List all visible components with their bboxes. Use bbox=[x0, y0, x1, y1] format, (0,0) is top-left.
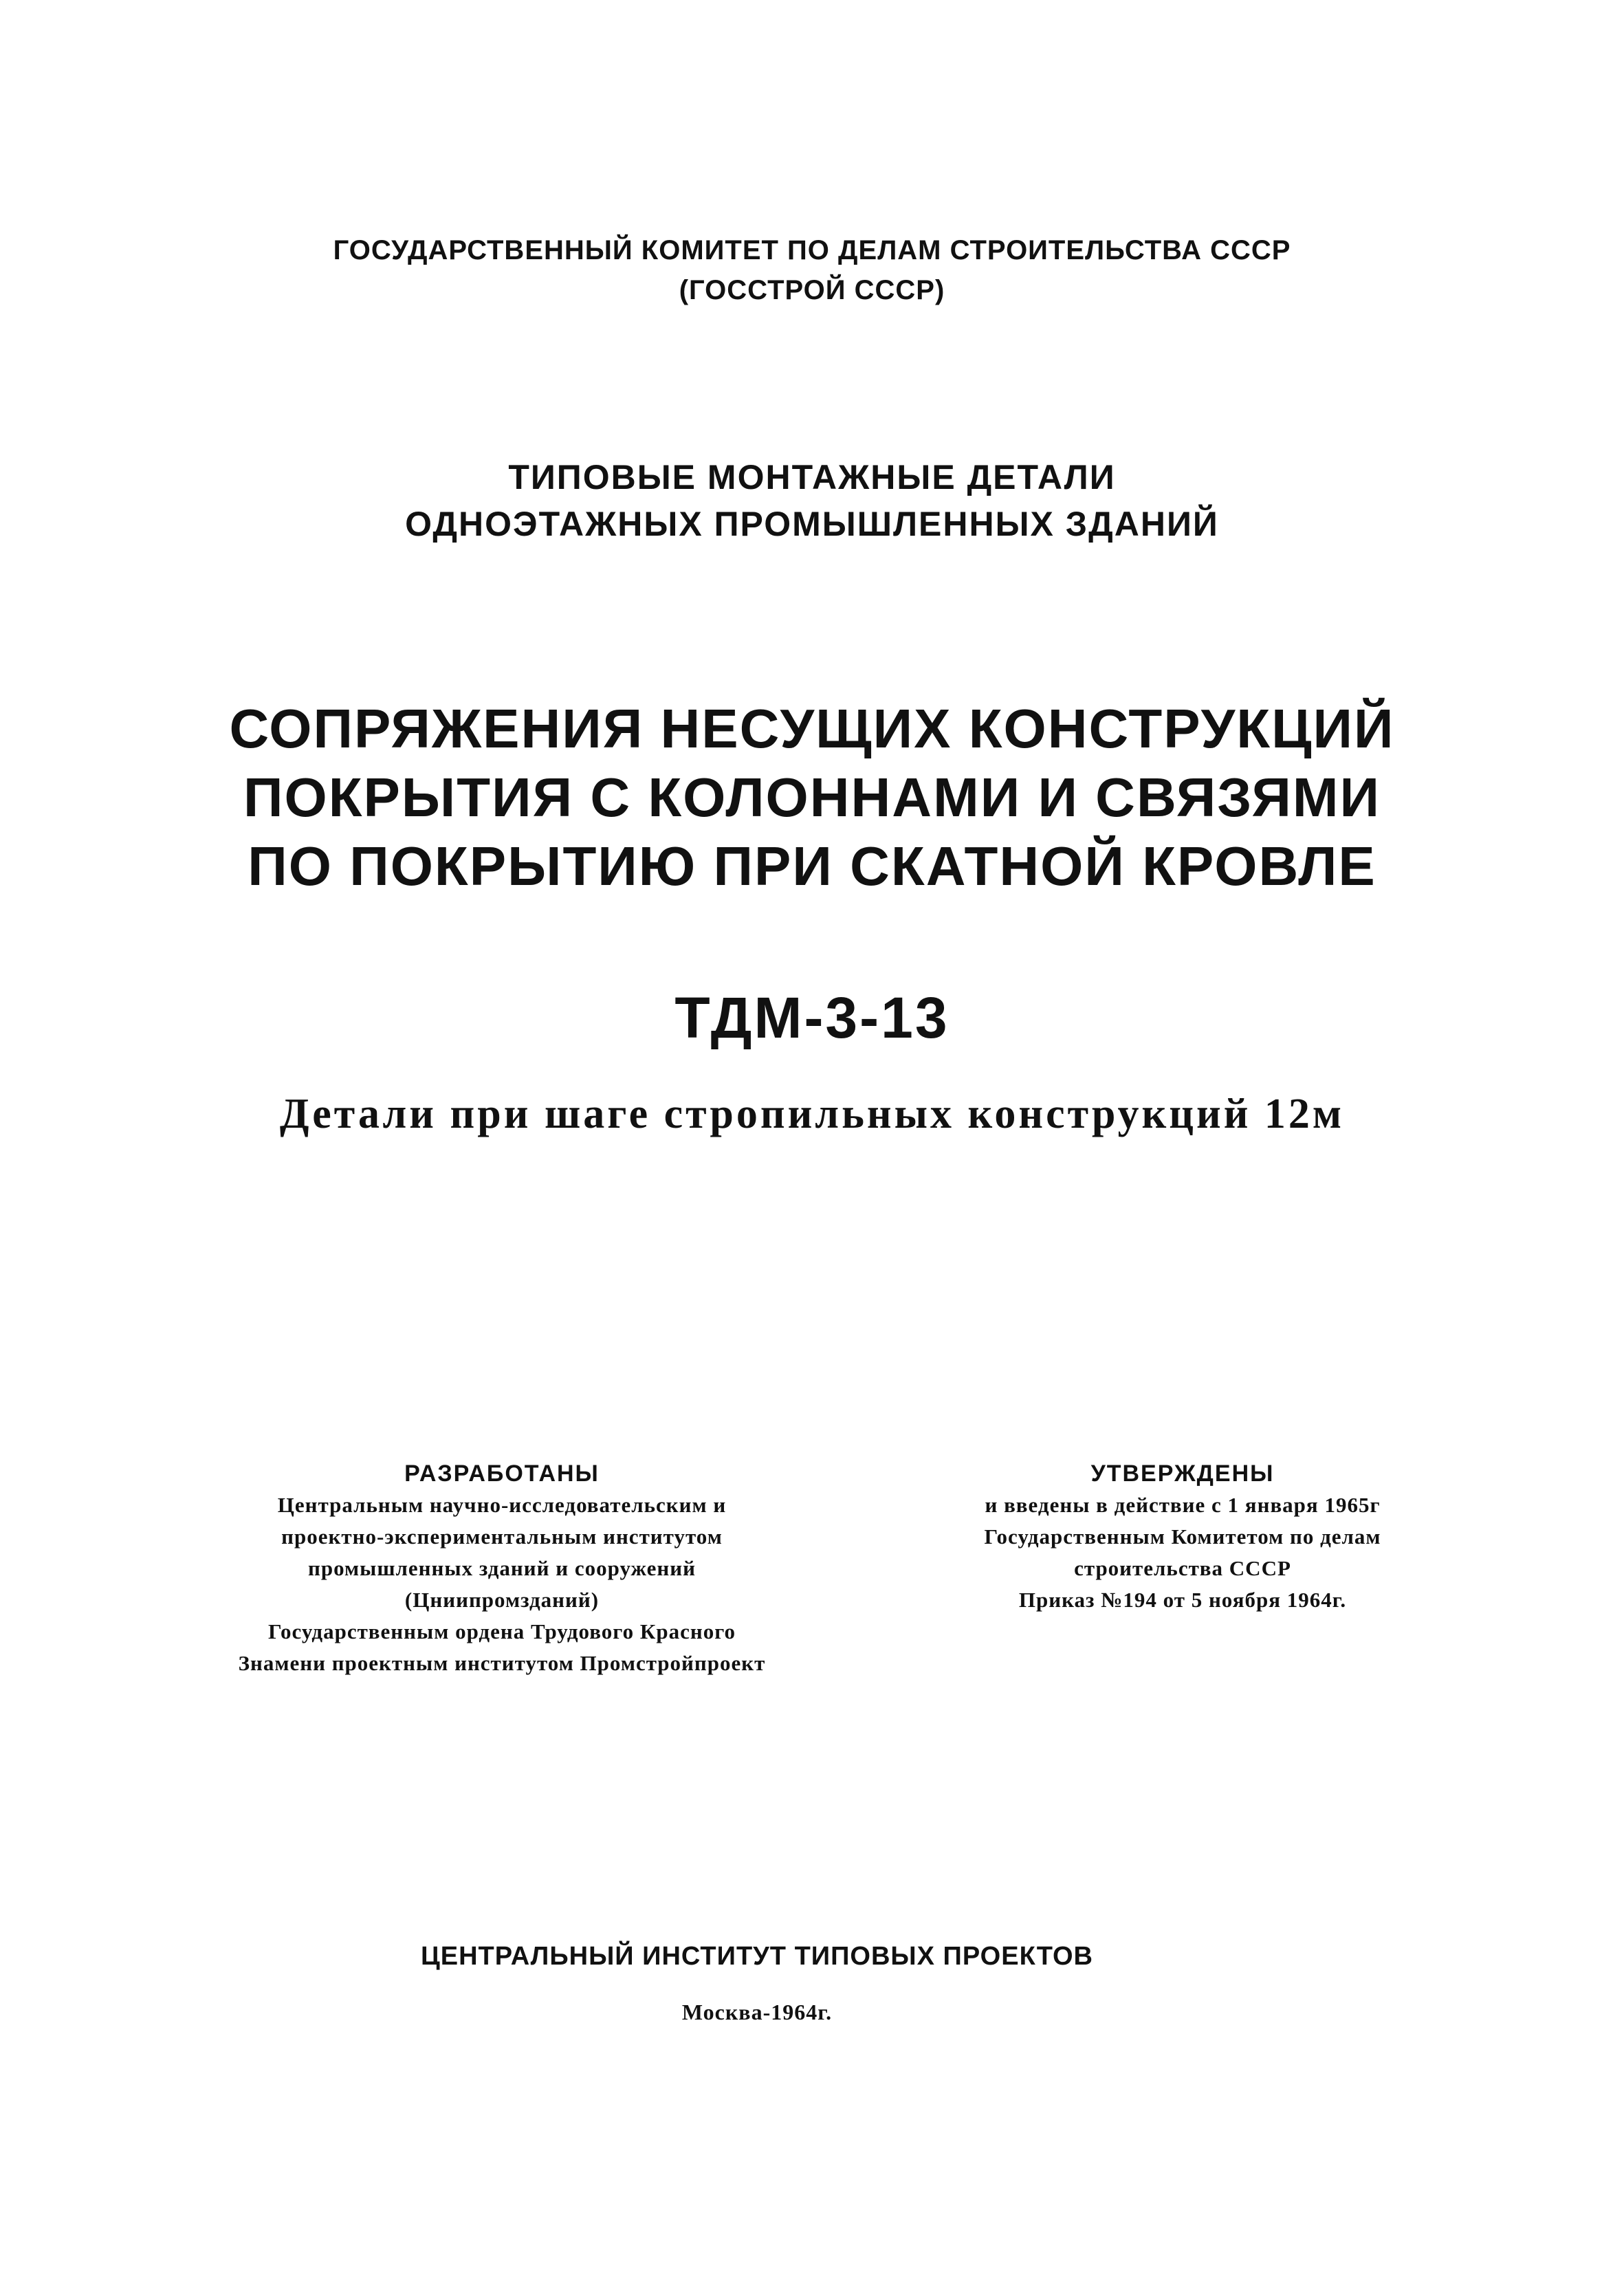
authority-line-2: (ГОССТРОЙ СССР) bbox=[679, 275, 945, 305]
publisher: ЦЕНТРАЛЬНЫЙ ИНСТИТУТ ТИПОВЫХ ПРОЕКТОВ bbox=[421, 1942, 1093, 1971]
approved-line: строительства СССР bbox=[1074, 1556, 1291, 1580]
developed-line: проектно-экспериментальным институтом bbox=[281, 1524, 723, 1549]
developed-line: (Цниипромзданий) bbox=[404, 1588, 600, 1612]
title-line-1: СОПРЯЖЕНИЯ НЕСУЩИХ КОНСТРУКЦИЙ bbox=[229, 698, 1395, 759]
developed-line: промышленных зданий и сооружений bbox=[308, 1556, 696, 1580]
document-subtitle: Детали при шаге стропильных конструкций 12м bbox=[279, 1091, 1345, 1137]
place-year: Москва-1964г. bbox=[681, 2000, 833, 2024]
series-line-2: ОДНОЭТАЖНЫХ ПРОМЫШЛЕННЫХ ЗДАНИЙ bbox=[405, 505, 1219, 543]
developed-line: Государственным ордена Трудового Красного bbox=[268, 1619, 736, 1643]
series-line-1: ТИПОВЫЕ МОНТАЖНЫЕ ДЕТАЛИ bbox=[508, 458, 1116, 496]
developed-heading: РАЗРАБОТАНЫ bbox=[404, 1461, 600, 1487]
approved-line: и введены в действие с 1 января 1965г bbox=[985, 1493, 1381, 1517]
developed-block bbox=[172, 1458, 832, 1679]
approved-block bbox=[908, 1458, 1458, 1616]
document-code: ТДМ-3-13 bbox=[674, 985, 950, 1050]
developed-line: Центральным научно-исследовательским и bbox=[277, 1493, 727, 1517]
approved-line: Приказ №194 от 5 ноября 1964г. bbox=[1018, 1588, 1347, 1612]
title-line-3: ПО ПОКРЫТИЮ ПРИ СКАТНОЙ КРОВЛЕ bbox=[248, 835, 1376, 897]
developed-line: Знамени проектным институтом Промстройпроект bbox=[238, 1651, 766, 1675]
authority-line-1: ГОСУДАРСТВЕННЫЙ КОМИТЕТ ПО ДЕЛАМ СТРОИТЕЛЬСТВА СССР bbox=[333, 235, 1291, 265]
approved-heading: УТВЕРЖДЕНЫ bbox=[1090, 1461, 1275, 1487]
approved-line: Государственным Комитетом по делам bbox=[984, 1524, 1381, 1549]
title-line-2: ПОКРЫТИЯ С КОЛОННАМИ И СВЯЗЯМИ bbox=[243, 767, 1381, 828]
